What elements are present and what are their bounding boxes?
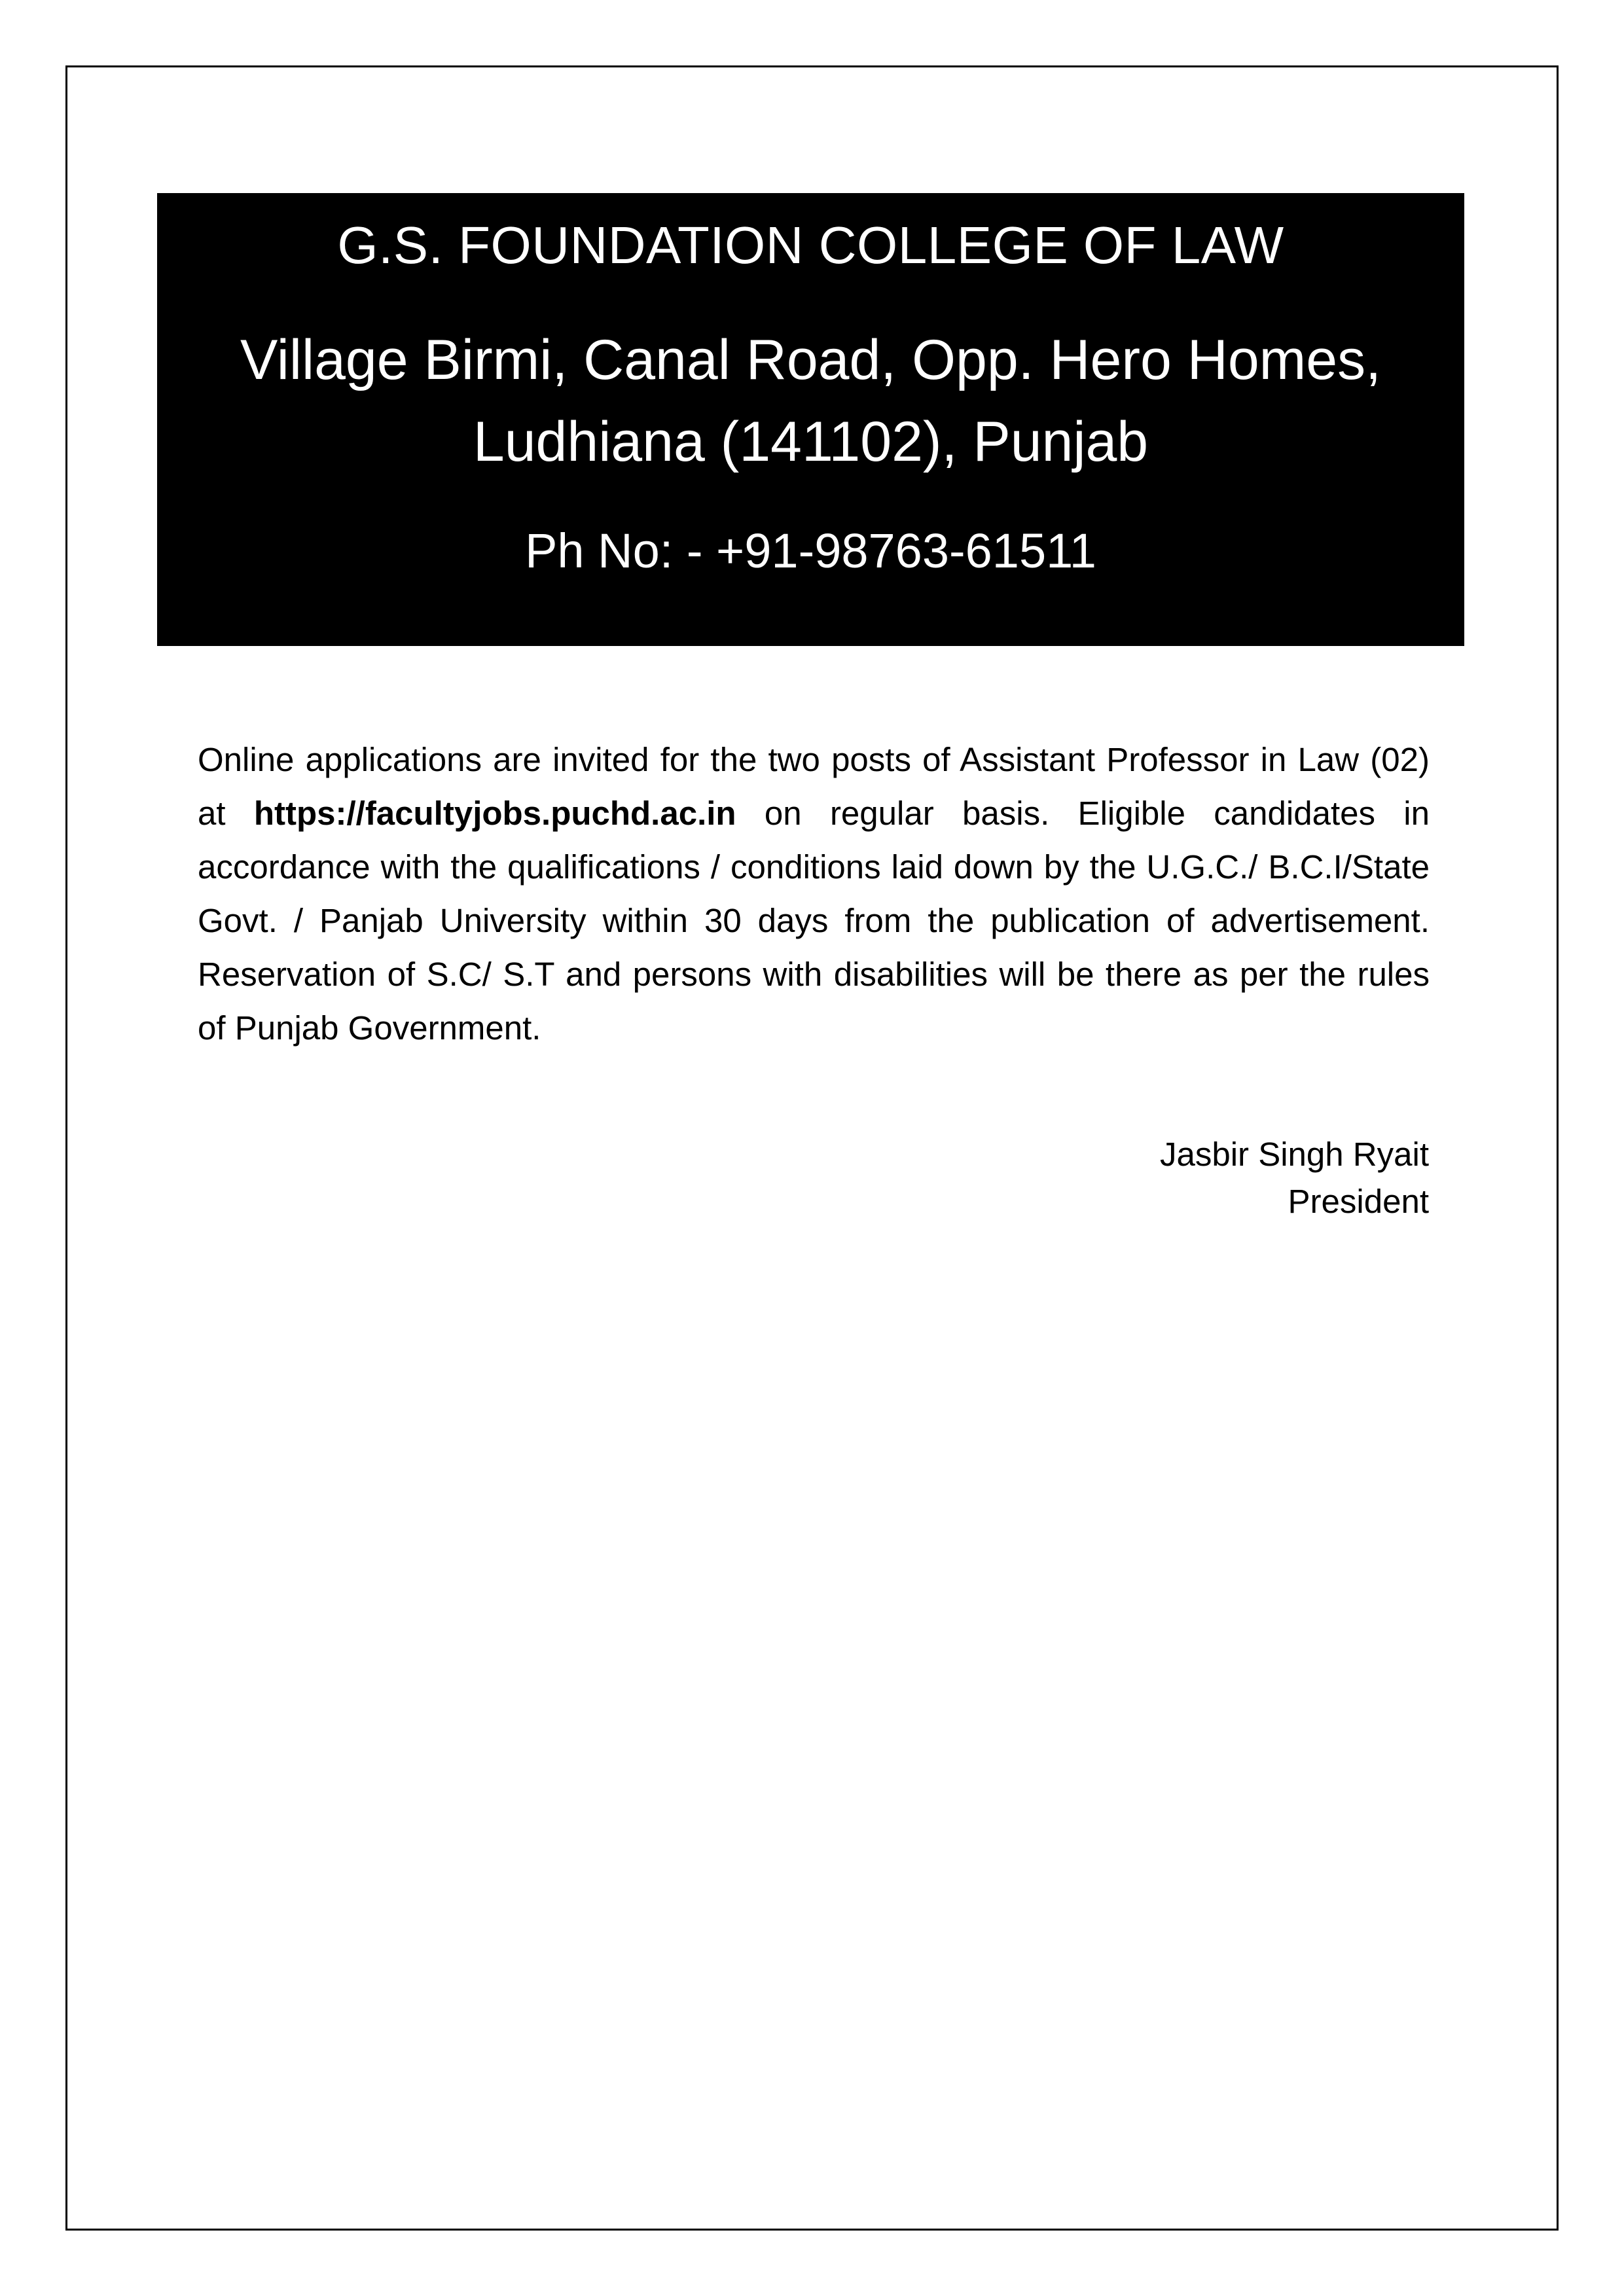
application-url-link[interactable]: https://facultyjobs.puchd.ac.in bbox=[253, 795, 736, 832]
phone-number: Ph No: - +91-98763-61511 bbox=[525, 524, 1096, 578]
signature-block bbox=[1160, 1131, 1429, 1225]
address-line-2: Ludhiana (141102), Punjab bbox=[473, 410, 1149, 473]
notice-text-after-url: on regular basis. Eligible candidates in accordance with the qualifications / conditions laid down by the U.G.C./ B.C.I/State Govt. / Panjab University within 30 days from the publication of advertisement. Reservation of S.C/ S.T and persons with disabilities will be there as per the rules of Punjab Government. bbox=[198, 795, 1430, 1047]
address-line-1: Village Birmi, Canal Road, Opp. Hero Homes, bbox=[240, 329, 1382, 391]
header-banner bbox=[157, 193, 1464, 646]
notice-text-before-url: Online applications are invited for the two posts of Assistant Professor in Law (02) at bbox=[198, 741, 1430, 832]
notice-paragraph bbox=[198, 733, 1430, 1055]
signatory-name: Jasbir Singh Ryait bbox=[1159, 1136, 1429, 1173]
signatory-title: President bbox=[1288, 1183, 1429, 1220]
college-name: G.S. FOUNDATION COLLEGE OF LAW bbox=[337, 216, 1284, 274]
